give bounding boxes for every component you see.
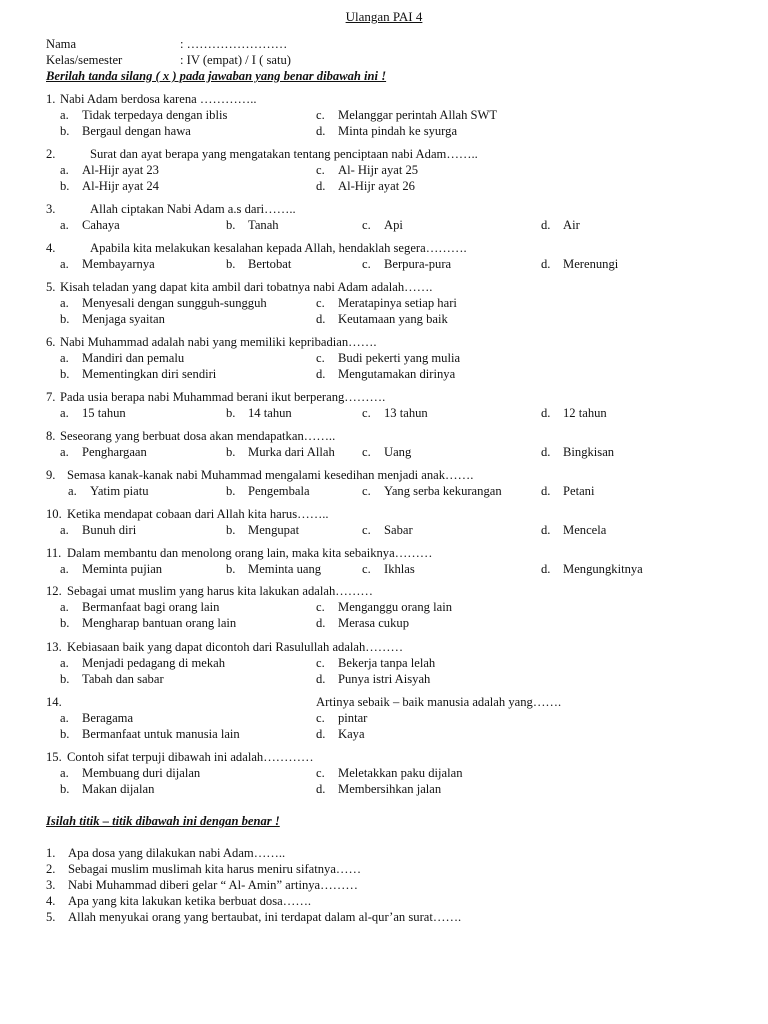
question-text: Seseorang yang berbuat dosa akan mendapatkan…….. [60, 429, 336, 443]
question-text: Allah ciptakan Nabi Adam a.s dari…….. [90, 202, 296, 216]
option-text: Al- Hijr ayat 25 [338, 163, 419, 177]
option-letter: a. [60, 656, 69, 670]
option-text: Sabar [384, 523, 413, 537]
multiple-choice-instruction: Berilah tanda silang ( x ) pada jawaban yang benar dibawah ini ! [46, 69, 387, 83]
answer-option[interactable] [362, 523, 413, 539]
answer-option[interactable] [541, 406, 607, 422]
question-text: Nabi Muhammad adalah nabi yang memiliki kepribadian……. [60, 335, 377, 349]
answer-option[interactable] [541, 484, 594, 500]
option-letter: c. [316, 766, 325, 780]
option-letter: b. [60, 312, 70, 326]
answer-option[interactable] [60, 562, 162, 578]
option-text: Uang [384, 445, 412, 459]
option-text: 13 tahun [384, 406, 428, 420]
option-text: Meletakkan paku dijalan [338, 766, 463, 780]
option-text: Tabah dan sabar [82, 672, 164, 686]
essay-text: Apa dosa yang dilakukan nabi Adam…….. [68, 846, 286, 860]
option-letter: a. [60, 523, 69, 537]
answer-option[interactable] [60, 367, 216, 383]
option-letter: a. [60, 711, 69, 725]
answer-option[interactable] [226, 257, 291, 273]
essay-number: 1. [46, 846, 56, 860]
option-letter: a. [60, 218, 69, 232]
question-10 [46, 507, 746, 523]
question-number: 15. [46, 750, 62, 764]
option-text: Meratapinya setiap hari [338, 296, 457, 310]
answer-option[interactable] [316, 600, 452, 616]
answer-option[interactable] [316, 296, 457, 312]
answer-option[interactable] [316, 351, 460, 367]
option-text: Bingkisan [563, 445, 615, 459]
question-7 [46, 390, 746, 406]
question-number: 9. [46, 468, 56, 482]
option-text: Keutamaan yang baik [338, 312, 448, 326]
answer-option[interactable] [362, 218, 403, 234]
option-text: Makan dijalan [82, 782, 155, 796]
answer-option[interactable] [60, 656, 225, 672]
option-text: Al-Hijr ayat 23 [82, 163, 159, 177]
option-text: Bertobat [248, 257, 292, 271]
option-text: Menyesali dengan sungguh-sungguh [82, 296, 267, 310]
option-letter: c. [362, 257, 371, 271]
answer-option[interactable] [316, 782, 441, 798]
option-letter: d. [316, 672, 326, 686]
option-text: Yatim piatu [90, 484, 149, 498]
option-letter: d. [316, 727, 326, 741]
answer-option[interactable] [68, 484, 149, 500]
answer-option[interactable] [316, 656, 435, 672]
answer-option[interactable] [316, 367, 455, 383]
info-row-nama [46, 37, 646, 53]
option-text: Minta pindah ke syurga [338, 124, 458, 138]
option-letter: a. [60, 257, 69, 271]
answer-option[interactable] [60, 727, 240, 743]
answer-option[interactable] [316, 124, 457, 140]
option-letter: c. [316, 163, 325, 177]
essay-number: 2. [46, 862, 56, 876]
option-text: Membersihkan jalan [338, 782, 442, 796]
answer-option[interactable] [316, 672, 430, 688]
answer-option[interactable] [60, 782, 154, 798]
answer-option[interactable] [226, 562, 321, 578]
question-text: Ketika mendapat cobaan dari Allah kita harus…….. [67, 507, 329, 521]
option-letter: a. [60, 163, 69, 177]
essay-number: 3. [46, 878, 56, 892]
option-letter: a. [60, 600, 69, 614]
option-text: Merasa cukup [338, 616, 409, 630]
option-text: Kaya [338, 727, 365, 741]
question-text: Kisah teladan yang dapat kita ambil dari tobatnya nabi Adam adalah……. [60, 280, 433, 294]
option-text: Mandiri dan pemalu [82, 351, 185, 365]
question-number: 10. [46, 507, 62, 521]
option-letter: b. [60, 367, 70, 381]
question-text: Nabi Adam berdosa karena ………….. [60, 92, 257, 106]
option-letter: d. [316, 782, 326, 796]
question-text: Pada usia berapa nabi Muhammad berani ikut berperang………. [60, 390, 386, 404]
option-text: Meminta pujian [82, 562, 163, 576]
essay-text: Apa yang kita lakukan ketika berbuat dosa……. [68, 894, 312, 908]
question-13 [46, 640, 746, 656]
question-3 [46, 202, 746, 218]
question-8 [46, 429, 746, 445]
answer-option[interactable] [60, 445, 147, 461]
option-letter: c. [316, 656, 325, 670]
question-15 [46, 750, 746, 766]
question-number: 13. [46, 640, 62, 654]
info-value: : …………………… [180, 37, 288, 51]
option-text: Mencela [563, 523, 607, 537]
answer-option[interactable] [60, 616, 236, 632]
answer-option[interactable] [60, 523, 136, 539]
option-text: Berpura-pura [384, 257, 452, 271]
option-text: Ikhlas [384, 562, 415, 576]
option-letter: b. [60, 672, 70, 686]
option-text: Tanah [248, 218, 279, 232]
option-letter: c. [362, 484, 371, 498]
info-label: Nama [46, 37, 77, 51]
question-text: Contoh sifat terpuji dibawah ini adalah………… [67, 750, 314, 764]
option-text: Air [563, 218, 580, 232]
answer-option[interactable] [541, 445, 614, 461]
question-12 [46, 584, 746, 600]
answer-option[interactable] [60, 711, 133, 727]
answer-option[interactable] [541, 562, 643, 578]
info-value: : IV (empat) / I ( satu) [180, 53, 291, 67]
option-letter: a. [60, 108, 69, 122]
option-letter: d. [316, 179, 326, 193]
answer-option[interactable] [60, 296, 267, 312]
question-6 [46, 335, 746, 351]
option-letter: b. [60, 727, 70, 741]
option-letter: a. [60, 445, 69, 459]
option-letter: c. [316, 108, 325, 122]
answer-option[interactable] [226, 523, 299, 539]
info-row-kelas [46, 53, 646, 69]
option-letter: b. [60, 782, 70, 796]
option-text: Bergaul dengan hawa [82, 124, 191, 138]
option-text: 12 tahun [563, 406, 607, 420]
answer-option[interactable] [60, 163, 159, 179]
option-text: Meminta uang [248, 562, 322, 576]
option-letter: c. [316, 351, 325, 365]
option-letter: d. [541, 562, 551, 576]
option-letter: d. [541, 218, 551, 232]
option-text: Membuang duri dijalan [82, 766, 201, 780]
answer-option[interactable] [316, 312, 448, 328]
option-text: Bekerja tanpa lelah [338, 656, 436, 670]
option-letter: d. [541, 484, 551, 498]
answer-option[interactable] [316, 711, 367, 727]
option-text: Merenungi [563, 257, 619, 271]
option-letter: d. [316, 367, 326, 381]
option-letter: c. [362, 218, 371, 232]
answer-option[interactable] [316, 727, 365, 743]
option-letter: d. [541, 406, 551, 420]
question-number: 7. [46, 390, 56, 404]
option-text: Murka dari Allah [248, 445, 335, 459]
option-text: Yang serba kekurangan [384, 484, 502, 498]
option-text: Bermanfaat bagi orang lain [82, 600, 220, 614]
option-text: 15 tahun [82, 406, 126, 420]
answer-option[interactable] [541, 218, 580, 234]
answer-option[interactable] [362, 484, 502, 500]
answer-option[interactable] [316, 108, 497, 124]
essay-number: 4. [46, 894, 56, 908]
option-text: Al-Hijr ayat 26 [338, 179, 415, 193]
essay-text: Allah menyukai orang yang bertaubat, ini terdapat dalam al-qur’an surat……. [68, 910, 462, 924]
option-letter: b. [60, 124, 70, 138]
option-letter: c. [362, 445, 371, 459]
option-letter: d. [316, 124, 326, 138]
option-letter: b. [226, 523, 236, 537]
option-letter: b. [226, 218, 236, 232]
option-letter: c. [316, 600, 325, 614]
option-text: Menjaga syaitan [82, 312, 165, 326]
answer-option[interactable] [60, 766, 200, 782]
answer-option[interactable] [226, 445, 335, 461]
question-number: 2. [46, 147, 56, 161]
option-letter: c. [316, 711, 325, 725]
option-letter: d. [541, 445, 551, 459]
option-text: Mengharap bantuan orang lain [82, 616, 237, 630]
answer-option[interactable] [362, 406, 428, 422]
answer-option[interactable] [316, 163, 418, 179]
answer-option[interactable] [362, 257, 451, 273]
option-letter: b. [226, 562, 236, 576]
option-text: pintar [338, 711, 368, 725]
answer-option[interactable] [60, 179, 159, 195]
question-number: 3. [46, 202, 56, 216]
option-text: Petani [563, 484, 595, 498]
answer-option[interactable] [541, 523, 606, 539]
answer-option[interactable] [226, 484, 310, 500]
answer-option[interactable] [60, 600, 219, 616]
option-letter: b. [60, 179, 70, 193]
question-number: 5. [46, 280, 56, 294]
option-letter: a. [60, 296, 69, 310]
answer-option[interactable] [60, 108, 227, 124]
option-text: Mengupat [248, 523, 300, 537]
option-letter: b. [226, 445, 236, 459]
answer-option[interactable] [362, 445, 411, 461]
question-11 [46, 546, 746, 562]
answer-option[interactable] [60, 218, 120, 234]
option-letter: c. [316, 296, 325, 310]
option-letter: a. [60, 406, 69, 420]
option-text: Mementingkan diri sendiri [82, 367, 217, 381]
question-text: Artinya sebaik – baik manusia adalah yang……. [316, 695, 562, 709]
option-text: Al-Hijr ayat 24 [82, 179, 159, 193]
option-text: Menganggu orang lain [338, 600, 453, 614]
option-text: Tidak terpedaya dengan iblis [82, 108, 228, 122]
option-text: Membayarnya [82, 257, 155, 271]
question-9 [46, 468, 746, 484]
answer-option[interactable] [316, 766, 463, 782]
question-number: 8. [46, 429, 56, 443]
question-number: 1. [46, 92, 56, 106]
essay-instruction: Isilah titik – titik dibawah ini dengan benar ! [46, 814, 280, 828]
question-number: 11. [46, 546, 62, 560]
question-text: Apabila kita melakukan kesalahan kepada Allah, hendaklah segera………. [90, 241, 467, 255]
option-letter: b. [60, 616, 70, 630]
answer-option[interactable] [60, 351, 184, 367]
answer-option[interactable] [60, 257, 155, 273]
page-title: Ulangan PAI 4 [345, 9, 423, 24]
option-letter: a. [60, 766, 69, 780]
answer-option[interactable] [60, 672, 164, 688]
option-letter: c. [362, 406, 371, 420]
answer-option[interactable] [541, 257, 618, 273]
answer-option[interactable] [362, 562, 415, 578]
option-text: Bunuh diri [82, 523, 137, 537]
question-number: 6. [46, 335, 56, 349]
question-text: Semasa kanak-kanak nabi Muhammad mengalami kesedihan menjadi anak……. [67, 468, 474, 482]
essay-text: Nabi Muhammad diberi gelar “ Al- Amin” artinya……… [68, 878, 358, 892]
answer-option[interactable] [60, 312, 165, 328]
info-label: Kelas/semester [46, 53, 123, 67]
option-letter: d. [316, 616, 326, 630]
option-text: Beragama [82, 711, 134, 725]
option-text: Cahaya [82, 218, 120, 232]
option-text: Penghargaan [82, 445, 147, 459]
question-text: Kebiasaan baik yang dapat dicontoh dari Rasulullah adalah……… [67, 640, 404, 654]
option-letter: d. [316, 312, 326, 326]
option-text: Melanggar perintah Allah SWT [338, 108, 498, 122]
option-text: Mengutamakan dirinya [338, 367, 456, 381]
question-number: 4. [46, 241, 56, 255]
option-text: 14 tahun [248, 406, 292, 420]
option-letter: a. [60, 562, 69, 576]
option-text: Api [384, 218, 403, 232]
question-number: 14. [46, 695, 62, 709]
option-letter: c. [362, 562, 371, 576]
option-letter: b. [226, 406, 236, 420]
question-number: 12. [46, 584, 62, 598]
answer-option[interactable] [60, 406, 126, 422]
question-text: Dalam membantu dan menolong orang lain, maka kita sebaiknya……… [67, 546, 433, 560]
question-1 [46, 92, 746, 108]
option-letter: b. [226, 484, 236, 498]
option-text: Bermanfaat untuk manusia lain [82, 727, 240, 741]
answer-option[interactable] [226, 406, 292, 422]
answer-option[interactable] [316, 179, 415, 195]
answer-option[interactable] [316, 616, 409, 632]
essay-text: Sebagai muslim muslimah kita harus meniru sifatnya…… [68, 862, 362, 876]
option-text: Pengembala [248, 484, 310, 498]
answer-option[interactable] [60, 124, 191, 140]
option-letter: d. [541, 523, 551, 537]
essay-number: 5. [46, 910, 56, 924]
answer-option[interactable] [226, 218, 279, 234]
question-14 [46, 695, 746, 711]
option-text: Budi pekerti yang mulia [338, 351, 461, 365]
question-text: Sebagai umat muslim yang harus kita lakukan adalah……… [67, 584, 374, 598]
option-text: Menjadi pedagang di mekah [82, 656, 226, 670]
question-4 [46, 241, 746, 257]
question-2 [46, 147, 746, 163]
option-letter: b. [226, 257, 236, 271]
option-text: Punya istri Aisyah [338, 672, 431, 686]
option-text: Mengungkitnya [563, 562, 643, 576]
option-letter: c. [362, 523, 371, 537]
option-letter: d. [541, 257, 551, 271]
option-letter: a. [68, 484, 77, 498]
question-text: Surat dan ayat berapa yang mengatakan tentang penciptaan nabi Adam…….. [90, 147, 478, 161]
question-5 [46, 280, 746, 296]
option-letter: a. [60, 351, 69, 365]
